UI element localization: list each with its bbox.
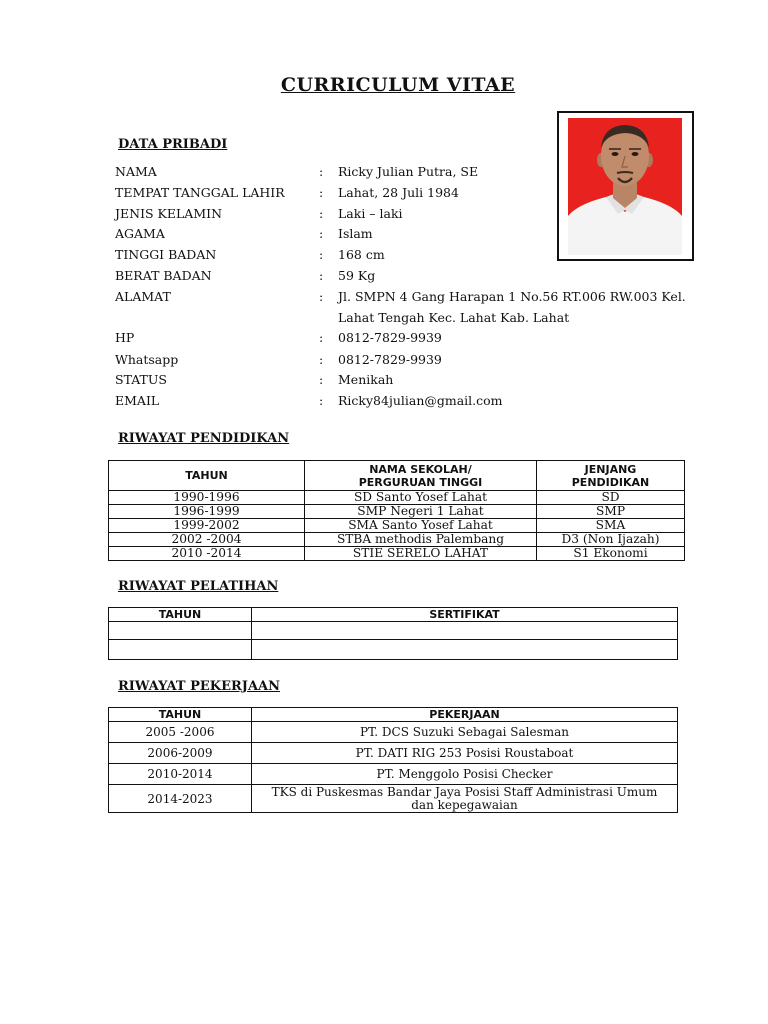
header-school-line1: NAMA SEKOLAH/: [369, 462, 472, 476]
table-row: [109, 533, 685, 547]
header-job: PEKERJAAN: [252, 708, 678, 722]
cell-year: 2014-2023: [109, 785, 252, 813]
work-table: [108, 707, 678, 813]
table-row: [109, 491, 685, 505]
header-year: TAHUN: [109, 708, 252, 722]
header-level-line2: PENDIDIKAN: [571, 475, 650, 489]
field-value-berat: 59 Kg: [338, 268, 376, 283]
cell-year: 2006-2009: [109, 743, 252, 764]
table-header-row: [109, 608, 678, 622]
header-certificate: SERTIFIKAT: [252, 608, 678, 622]
cell-year: 1999-2002: [109, 519, 305, 533]
field-value-ttl: Lahat, 28 Juli 1984: [338, 185, 459, 200]
header-school: [305, 461, 537, 491]
field-value-jenis-kelamin: Laki – laki: [338, 206, 403, 221]
cell-certificate: [252, 640, 678, 660]
cell-job: [252, 785, 678, 813]
header-year: TAHUN: [109, 461, 305, 491]
field-separator: :: [319, 268, 324, 283]
cell-level: D3 (Non Ijazah): [537, 533, 685, 547]
field-label-status: STATUS: [115, 372, 167, 387]
cell-school: SMP Negeri 1 Lahat: [305, 505, 537, 519]
table-row: [109, 764, 678, 785]
page-title: CURRICULUM VITAE: [280, 74, 516, 96]
cell-school: SMA Santo Yosef Lahat: [305, 519, 537, 533]
field-separator: :: [319, 164, 324, 179]
photo-image: [568, 118, 682, 255]
table-header-row: [109, 461, 685, 491]
field-label-ttl: TEMPAT TANGGAL LAHIR: [115, 185, 285, 200]
field-separator: :: [319, 372, 324, 387]
field-value-alamat: Jl. SMPN 4 Gang Harapan 1 No.56 RT.006 RW.003 Kel.: [338, 289, 686, 304]
field-separator: :: [319, 330, 324, 345]
cell-certificate: [252, 622, 678, 640]
field-separator: :: [319, 206, 324, 221]
section-heading-work: RIWAYAT PEKERJAAN: [118, 679, 281, 694]
field-label-agama: AGAMA: [115, 226, 165, 241]
cell-school: STIE SERELO LAHAT: [305, 547, 537, 561]
education-table: [108, 460, 685, 561]
field-value-status: Menikah: [338, 372, 394, 387]
table-row: [109, 519, 685, 533]
table-row: [109, 640, 678, 660]
cell-level: S1 Ekonomi: [537, 547, 685, 561]
field-value-alamat-line2: Lahat Tengah Kec. Lahat Kab. Lahat: [338, 310, 570, 325]
header-year: TAHUN: [109, 608, 252, 622]
field-label-hp: HP: [115, 330, 135, 345]
cell-year: 2002 -2004: [109, 533, 305, 547]
profile-photo: [557, 111, 694, 261]
cell-school: STBA methodis Palembang: [305, 533, 537, 547]
table-row: [109, 722, 678, 743]
field-value-agama: Islam: [338, 226, 373, 241]
cell-job: PT. DATI RIG 253 Posisi Roustaboat: [252, 743, 678, 764]
field-value-whatsapp: 0812-7829-9939: [338, 352, 442, 367]
cell-year: 1990-1996: [109, 491, 305, 505]
header-school-line2: PERGURUAN TINGGI: [358, 475, 483, 489]
cell-year: [109, 622, 252, 640]
field-value-hp: 0812-7829-9939: [338, 330, 442, 345]
table-row: [109, 785, 678, 813]
training-table: [108, 607, 678, 660]
section-heading-education: RIWAYAT PENDIDIKAN: [118, 431, 290, 446]
cell-level: SMA: [537, 519, 685, 533]
table-header-row: [109, 708, 678, 722]
field-label-whatsapp: Whatsapp: [115, 352, 179, 367]
cell-school: SD Santo Yosef Lahat: [305, 491, 537, 505]
field-separator: :: [319, 393, 324, 408]
field-label-jenis-kelamin: JENIS KELAMIN: [115, 206, 223, 221]
field-separator: :: [319, 289, 324, 304]
header-level-line1: JENJANG: [584, 462, 637, 476]
field-label-alamat: ALAMAT: [115, 289, 171, 304]
field-label-tinggi: TINGGI BADAN: [115, 247, 217, 262]
field-value-tinggi: 168 cm: [338, 247, 385, 262]
table-row: [109, 743, 678, 764]
field-value-email: Ricky84julian@gmail.com: [338, 393, 503, 408]
cell-year: 2005 -2006: [109, 722, 252, 743]
section-heading-training: RIWAYAT PELATIHAN: [118, 579, 279, 594]
cell-level: SD: [537, 491, 685, 505]
cell-job-line1: TKS di Puskesmas Bandar Jaya Posisi Staff Administrasi Umum: [271, 784, 658, 799]
field-label-email: EMAIL: [115, 393, 160, 408]
field-value-nama: Ricky Julian Putra, SE: [338, 164, 479, 179]
section-heading-personal: DATA PRIBADI: [118, 137, 228, 152]
table-row: [109, 505, 685, 519]
cell-job-line2: dan kepegawaian: [411, 797, 518, 812]
cell-job: PT. DCS Suzuki Sebagai Salesman: [252, 722, 678, 743]
person-portrait-icon: [568, 118, 682, 255]
field-separator: :: [319, 247, 324, 262]
header-level: [537, 461, 685, 491]
table-row: [109, 547, 685, 561]
table-row: [109, 622, 678, 640]
field-label-nama: NAMA: [115, 164, 157, 179]
cell-job: PT. Menggolo Posisi Checker: [252, 764, 678, 785]
cell-level: SMP: [537, 505, 685, 519]
field-separator: :: [319, 226, 324, 241]
field-separator: :: [319, 352, 324, 367]
cell-year: 1996-1999: [109, 505, 305, 519]
cell-year: [109, 640, 252, 660]
field-separator: :: [319, 185, 324, 200]
cell-year: 2010-2014: [109, 764, 252, 785]
field-label-berat: BERAT BADAN: [115, 268, 212, 283]
cell-year: 2010 -2014: [109, 547, 305, 561]
